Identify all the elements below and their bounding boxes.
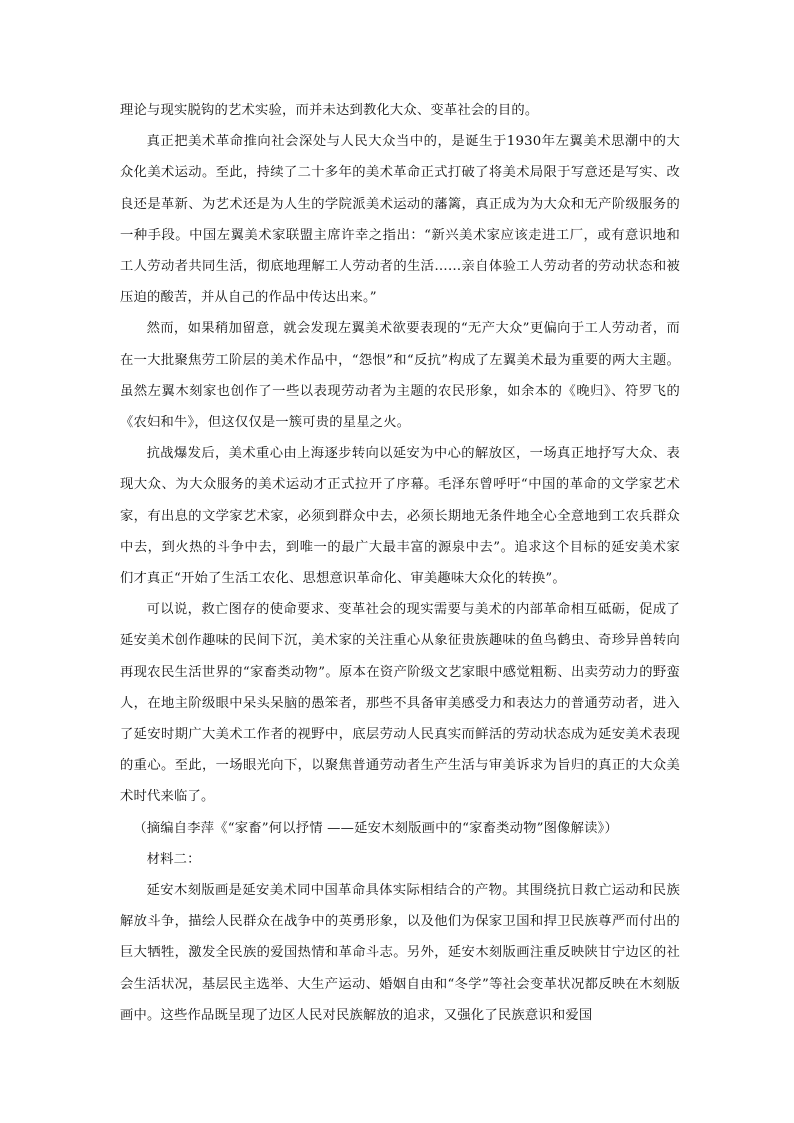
source-citation: （摘编自李萍《“家畜”何以抒情 ——延安木刻版画中的“家畜类动物”图像解读》） (133, 820, 618, 836)
document-page (120, 95, 680, 1031)
paragraph-left-wing-themes: 然而，如果稍加留意，就会发现左翼美术欲要表现的“无产大众”更偏向于工人劳动者，而在一大批聚焦劳工阶层的美术作品中，“怨恨”和“反抗”构成了左翼美术最为重要的两大主题。虽然左翼木刻家也创作了一些以表现劳动者为主题的农民形象，如余本的《晚归》、符罗飞的《农妇和牛》，但这仅仅是一簇可贵的星星之火。 (120, 321, 680, 431)
paragraph-continuation: 理论与现实脱钩的艺术实验，而并未达到教化大众、变革社会的目的。 (120, 103, 539, 118)
paragraph-conclusion: 可以说，救亡图存的使命要求、变革社会的现实需要与美术的内部革命相互砥砺，促成了延安美术创作趣味的民间下沉，美术家的关注重心从象征贵族趣味的鱼鸟鹤虫、奇珍异兽转向再现农民生活世界的“家畜类动物”。原本在资产阶级文艺家眼中感觉粗粝、出卖劳动力的野蛮人，在地主阶级眼中呆头呆脑的愚笨者，那些不具备审美感受力和表达力的普通劳动者，进入了延安时期广大美术工作者的视野中，底层劳动人民真实而鲜活的劳动状态成为延安美术表现的重心。至此，一场眼光向下，以聚焦普通劳动者生产生活与审美诉求为旨归的真正的大众美术时代来临了。 (120, 602, 680, 805)
paragraph-mass-art-movement: 真正把美术革命推向社会深处与人民大众当中的，是诞生于1930年左翼美术思潮中的大众化美术运动。至此，持续了二十多年的美术革命正式打破了将美术局限于写意还是写实、改良还是革新、为艺术还是为人生的学院派美术运动的藩篱，真正成为为大众和无产阶级服务的一种手段。中国左翼美术家联盟主席许幸之指出：“新兴美术家应该走进工厂，或有意识地和工人劳动者共同生活，彻底地理解工人劳动者的生活……亲自体验工人劳动者的劳动状态和被压迫的酸苦，并从自己的作品中传达出来。” (120, 134, 680, 306)
material-two-label: 材料二： (146, 851, 201, 867)
paragraph-yanan-shift: 抗战爆发后，美术重心由上海逐步转向以延安为中心的解放区，一场真正地抒写大众、表现大众、为大众服务的美术运动才正式拉开了序幕。毛泽东曾呼吁“中国的革命的文学家艺术家，有出息的文学家艺术家，必须到群众中去，必须长期地无条件地全心全意地到工农兵群众中去，到火热的斗争中去，到唯一的最广大最丰富的源泉中去”。追求这个目标的延安美术家们才真正“开始了生活工农化、思想意识革命化、审美趣味大众化的转换”。 (120, 446, 680, 587)
paragraph-woodcut-intro: 延安木刻版画是延安美术同中国革命具体实际相结合的产物。其围绕抗日救亡运动和民族解放斗争，描绘人民群众在战争中的英勇形象，以及他们为保家卫国和捍卫民族尊严而付出的巨大牺牲，激发全民族的爱国热情和革命斗志。另外，延安木刻版画注重反映陕甘宁边区的社会生活状况，基层民主选举、大生产运动、婚姻自由和“冬学”等社会变革状况都反映在木刻版画中。这些作品既呈现了边区人民对民族解放的追求，又强化了民族意识和爱国 (120, 883, 680, 1023)
